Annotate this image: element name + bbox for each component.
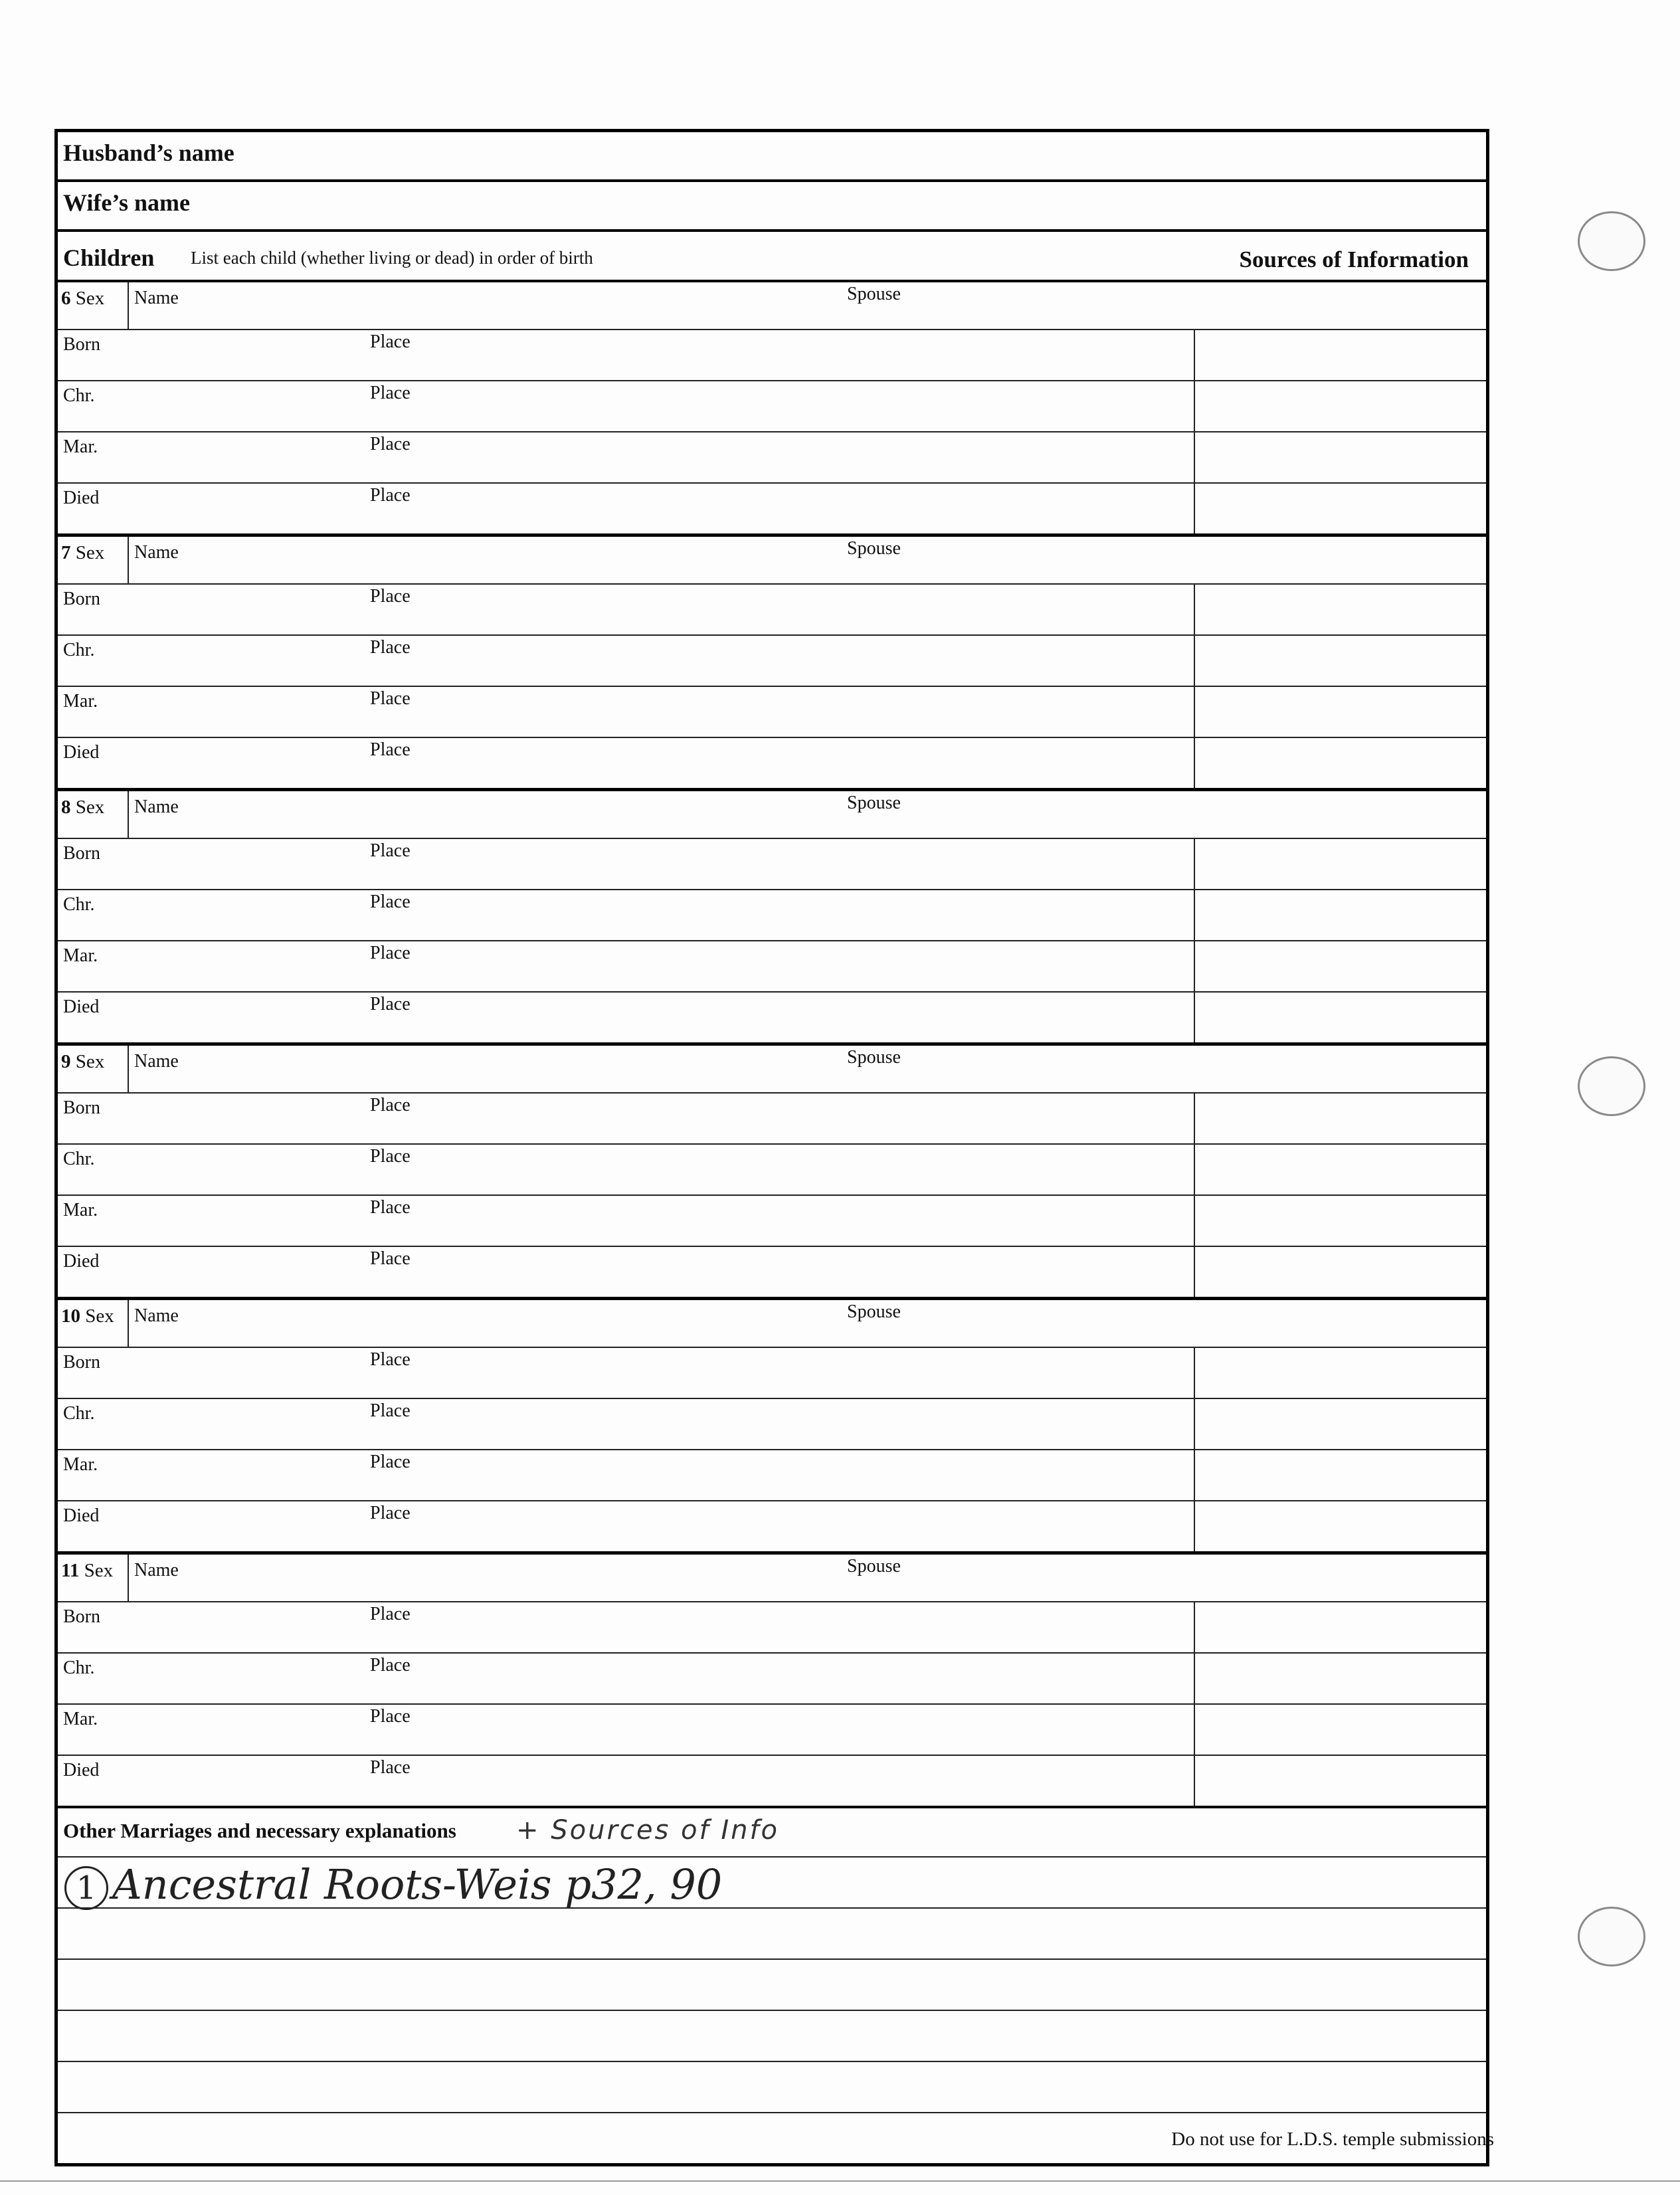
place-label: Place <box>370 586 411 607</box>
child-event-row[interactable] <box>58 432 1486 484</box>
event-label: Mar. <box>63 1709 98 1729</box>
child-event-row[interactable] <box>58 1094 1486 1145</box>
child-name-row[interactable] <box>58 282 1486 330</box>
children-instruction: List each child (whether living or dead) in order of birth <box>191 248 593 268</box>
place-label: Place <box>370 1349 411 1370</box>
event-label: Chr. <box>63 1658 95 1678</box>
child-event-row[interactable] <box>58 1654 1486 1705</box>
child-name-label: Name <box>134 797 179 817</box>
source-cell[interactable] <box>1194 1501 1195 1551</box>
place-label: Place <box>370 943 411 963</box>
child-name-row[interactable] <box>58 1046 1486 1094</box>
child-event-row[interactable] <box>58 381 1486 432</box>
source-cell[interactable] <box>1194 890 1195 940</box>
place-label: Place <box>370 994 411 1014</box>
binder-hole-top <box>1578 211 1645 271</box>
child-number-sex: 6 Sex <box>61 288 105 309</box>
family-group-record-form <box>54 129 1489 2166</box>
place-label: Place <box>370 688 411 709</box>
child-spouse-label: Spouse <box>847 1301 901 1322</box>
handwritten-sources-note: + Sources of Info <box>516 1815 780 1846</box>
footer-note: Do not use for L.D.S. temple submissions <box>1171 2129 1494 2150</box>
event-label: Chr. <box>63 385 95 406</box>
child-name-row[interactable] <box>58 791 1486 839</box>
child-event-row[interactable] <box>58 1705 1486 1756</box>
child-event-row[interactable] <box>58 1450 1486 1501</box>
source-cell[interactable] <box>1194 1602 1195 1652</box>
place-label: Place <box>370 383 411 403</box>
child-name-label: Name <box>134 542 179 563</box>
place-label: Place <box>370 637 411 658</box>
child-event-row[interactable] <box>58 1145 1486 1196</box>
event-label: Mar. <box>63 1200 98 1220</box>
source-cell[interactable] <box>1194 1705 1195 1755</box>
child-event-row[interactable] <box>58 738 1486 788</box>
child-name-row[interactable] <box>58 1300 1486 1348</box>
child-number-sex: 9 Sex <box>61 1051 105 1072</box>
event-label: Born <box>63 334 100 355</box>
source-cell[interactable] <box>1194 687 1195 737</box>
place-label: Place <box>370 840 411 861</box>
source-cell[interactable] <box>1194 1145 1195 1194</box>
event-label: Born <box>63 1098 100 1118</box>
child-event-row[interactable] <box>58 1501 1486 1551</box>
event-label: Chr. <box>63 1403 95 1424</box>
explanation-line-4[interactable] <box>58 2011 1486 2062</box>
other-marriages-label: Other Marriages and necessary explanations <box>63 1819 456 1842</box>
place-label: Place <box>370 892 411 912</box>
event-label: Chr. <box>63 894 95 915</box>
event-label: Died <box>63 1760 100 1780</box>
binder-hole-bottom <box>1578 1907 1645 1966</box>
child-spouse-label: Spouse <box>847 538 901 559</box>
child-block <box>58 1300 1486 1555</box>
child-event-row[interactable] <box>58 1196 1486 1247</box>
child-event-row[interactable] <box>58 1602 1486 1654</box>
source-cell[interactable] <box>1194 381 1195 431</box>
event-label: Died <box>63 1505 100 1526</box>
place-label: Place <box>370 1400 411 1421</box>
event-label: Chr. <box>63 1149 95 1169</box>
child-event-row[interactable] <box>58 636 1486 687</box>
child-name-row[interactable] <box>58 537 1486 585</box>
child-event-row[interactable] <box>58 687 1486 738</box>
binder-hole-middle <box>1578 1056 1645 1116</box>
child-block <box>58 282 1486 537</box>
child-block <box>58 1046 1486 1300</box>
child-spouse-label: Spouse <box>847 1556 901 1576</box>
other-marriages-header <box>58 1808 1486 1858</box>
source-cell[interactable] <box>1194 484 1195 533</box>
place-label: Place <box>370 1197 411 1218</box>
divider <box>128 282 129 329</box>
place-label: Place <box>370 332 411 352</box>
place-label: Place <box>370 1604 411 1624</box>
explanation-line-3[interactable] <box>58 1960 1486 2011</box>
place-label: Place <box>370 1706 411 1727</box>
child-event-row[interactable] <box>58 1247 1486 1297</box>
source-cell[interactable] <box>1194 738 1195 788</box>
bleed-through-text <box>864 80 876 126</box>
event-label: Mar. <box>63 691 98 712</box>
event-label: Born <box>63 1606 100 1627</box>
source-cell[interactable] <box>1194 432 1195 482</box>
event-label: Born <box>63 589 100 609</box>
source-cell[interactable] <box>1194 941 1195 991</box>
paper-edge-line <box>0 2180 1680 2182</box>
child-event-row[interactable] <box>58 890 1486 941</box>
child-name-label: Name <box>134 1051 179 1072</box>
wife-name-label: Wife’s name <box>63 189 190 216</box>
divider <box>128 791 129 838</box>
place-label: Place <box>370 434 411 454</box>
source-cell[interactable] <box>1194 1450 1195 1500</box>
husband-name-label: Husband’s name <box>63 140 234 166</box>
child-number-sex: 7 Sex <box>61 542 105 563</box>
place-label: Place <box>370 1452 411 1472</box>
place-label: Place <box>370 739 411 760</box>
divider <box>128 1300 129 1347</box>
explanation-line-1[interactable] <box>58 1858 1486 1909</box>
child-event-row[interactable] <box>58 585 1486 636</box>
place-label: Place <box>370 1757 411 1778</box>
child-event-row[interactable] <box>58 839 1486 890</box>
child-event-row[interactable] <box>58 993 1486 1042</box>
event-label: Mar. <box>63 436 98 457</box>
source-cell[interactable] <box>1194 1247 1195 1297</box>
children-list <box>58 282 1486 1808</box>
event-label: Mar. <box>63 1454 98 1475</box>
child-block <box>58 791 1486 1046</box>
child-block <box>58 537 1486 791</box>
child-event-row[interactable] <box>58 1348 1486 1399</box>
husband-name-row[interactable] <box>58 132 1486 182</box>
child-event-row[interactable] <box>58 330 1486 381</box>
place-label: Place <box>370 485 411 506</box>
place-label: Place <box>370 1248 411 1269</box>
explanation-line-5[interactable] <box>58 2062 1486 2113</box>
source-cell[interactable] <box>1194 1348 1195 1398</box>
child-event-row[interactable] <box>58 941 1486 993</box>
child-number-sex: 8 Sex <box>61 797 105 818</box>
child-block <box>58 1555 1486 1808</box>
source-cell[interactable] <box>1194 585 1195 634</box>
explanation-line-2[interactable] <box>58 1909 1486 1960</box>
child-spouse-label: Spouse <box>847 793 901 813</box>
divider <box>128 537 129 583</box>
handwritten-source-entry <box>64 1860 722 1910</box>
child-number-sex: 11 Sex <box>61 1560 114 1581</box>
child-name-label: Name <box>134 1560 179 1580</box>
source-cell[interactable] <box>1194 1094 1195 1143</box>
source-cell[interactable] <box>1194 839 1195 889</box>
child-name-row[interactable] <box>58 1555 1486 1602</box>
child-name-label: Name <box>134 288 179 308</box>
circled-number: 1 <box>64 1866 108 1910</box>
wife-name-row[interactable] <box>58 182 1486 232</box>
child-spouse-label: Spouse <box>847 1047 901 1068</box>
place-label: Place <box>370 1146 411 1167</box>
event-label: Chr. <box>63 640 95 660</box>
child-number-sex: 10 Sex <box>61 1305 114 1327</box>
place-label: Place <box>370 1655 411 1675</box>
source-cell[interactable] <box>1194 1399 1195 1449</box>
children-label: Children <box>63 244 155 271</box>
event-label: Died <box>63 1251 100 1272</box>
child-event-row[interactable] <box>58 1399 1486 1450</box>
source-cell[interactable] <box>1194 1654 1195 1703</box>
source-cell[interactable] <box>1194 1196 1195 1246</box>
sources-of-information-label: Sources of Information <box>1239 246 1469 272</box>
children-header <box>58 232 1486 282</box>
child-event-row[interactable] <box>58 484 1486 533</box>
event-label: Born <box>63 843 100 864</box>
place-label: Place <box>370 1503 411 1523</box>
child-spouse-label: Spouse <box>847 284 901 304</box>
event-label: Born <box>63 1352 100 1373</box>
child-event-row[interactable] <box>58 1756 1486 1806</box>
child-name-label: Name <box>134 1305 179 1326</box>
source-cell[interactable] <box>1194 1756 1195 1806</box>
handwritten-source-text: Ancestral Roots-Weis p32, 90 <box>112 1860 723 1909</box>
divider <box>128 1555 129 1601</box>
divider <box>128 1046 129 1092</box>
source-cell[interactable] <box>1194 993 1195 1042</box>
event-label: Died <box>63 997 100 1017</box>
source-cell[interactable] <box>1194 330 1195 380</box>
event-label: Died <box>63 742 100 763</box>
place-label: Place <box>370 1095 411 1115</box>
source-cell[interactable] <box>1194 636 1195 686</box>
event-label: Died <box>63 488 100 508</box>
event-label: Mar. <box>63 945 98 966</box>
